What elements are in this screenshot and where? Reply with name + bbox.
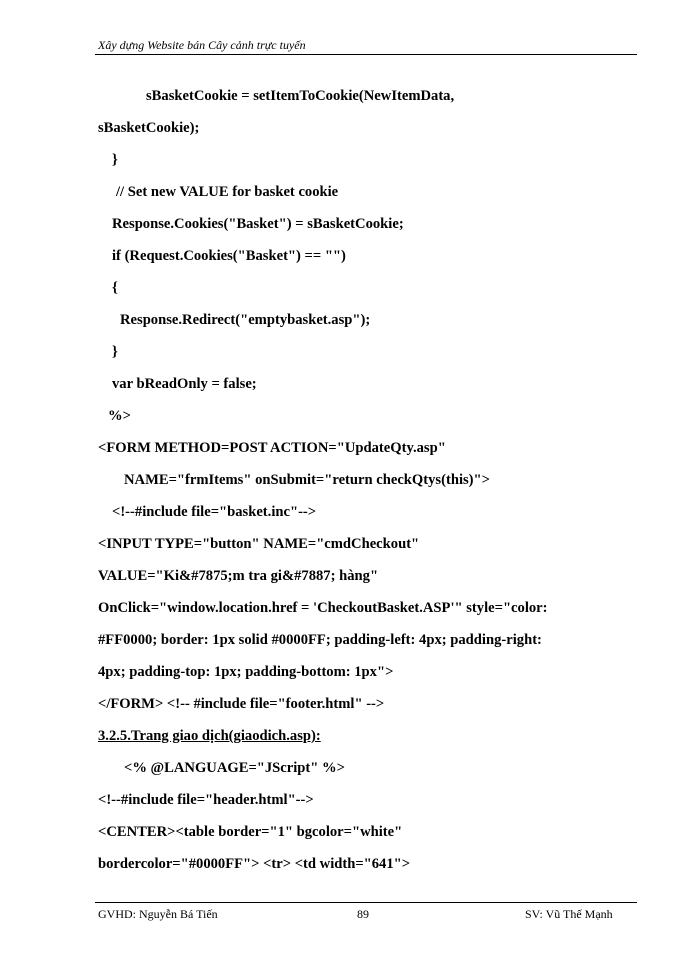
code-line: <!--#include file="header.html"--> (98, 792, 314, 808)
code-line: } (112, 152, 118, 168)
code-line: 4px; padding-top: 1px; padding-bottom: 1px"> (98, 664, 394, 680)
code-line: var bReadOnly = false; (112, 376, 257, 392)
footer-student: SV: Vũ Thế Mạnh (525, 907, 613, 921)
code-line: <INPUT TYPE="button" NAME="cmdCheckout" (98, 536, 420, 552)
code-line: sBasketCookie = setItemToCookie(NewItemData, (146, 88, 455, 104)
running-header: Xây dựng Website bán Cây cảnh trực tuyến (98, 38, 306, 52)
code-line: #FF0000; border: 1px solid #0000FF; padding-left: 4px; padding-right: (98, 632, 542, 648)
code-line: <CENTER><table border="1" bgcolor="white" (98, 824, 403, 840)
code-line: { (112, 280, 118, 296)
code-line: if (Request.Cookies("Basket") == "") (112, 248, 346, 264)
code-line: <FORM METHOD=POST ACTION="UpdateQty.asp" (98, 440, 446, 456)
footer-rule (95, 902, 637, 903)
code-line: NAME="frmItems" onSubmit="return checkQtys(this)"> (124, 472, 490, 488)
code-line: } (112, 344, 118, 360)
code-line: Response.Redirect("emptybasket.asp"); (120, 312, 371, 328)
code-listing (98, 80, 643, 880)
page-number: 89 (357, 907, 369, 921)
code-line: sBasketCookie); (98, 120, 200, 136)
footer-supervisor: GVHD: Nguyễn Bá Tiến (98, 907, 218, 921)
code-line: Response.Cookies("Basket") = sBasketCookie; (112, 216, 404, 232)
section-heading: 3.2.5.Trang giao dịch(giaodich.asp): (98, 728, 321, 744)
code-line: <!--#include file="basket.inc"--> (112, 504, 317, 520)
code-line: VALUE="Ki&#7875;m tra gi&#7887; hàng" (98, 568, 379, 584)
code-line: <% @LANGUAGE="JScript" %> (124, 760, 345, 776)
code-line: // Set new VALUE for basket cookie (116, 184, 339, 200)
code-line: bordercolor="#0000FF"> <tr> <td width="641"> (98, 856, 411, 872)
header-rule (95, 54, 637, 55)
code-line: %> (108, 408, 131, 424)
code-line: </FORM> <!-- #include file="footer.html" --> (98, 696, 385, 712)
code-line: OnClick="window.location.href = 'CheckoutBasket.ASP'" style="color: (98, 600, 548, 616)
